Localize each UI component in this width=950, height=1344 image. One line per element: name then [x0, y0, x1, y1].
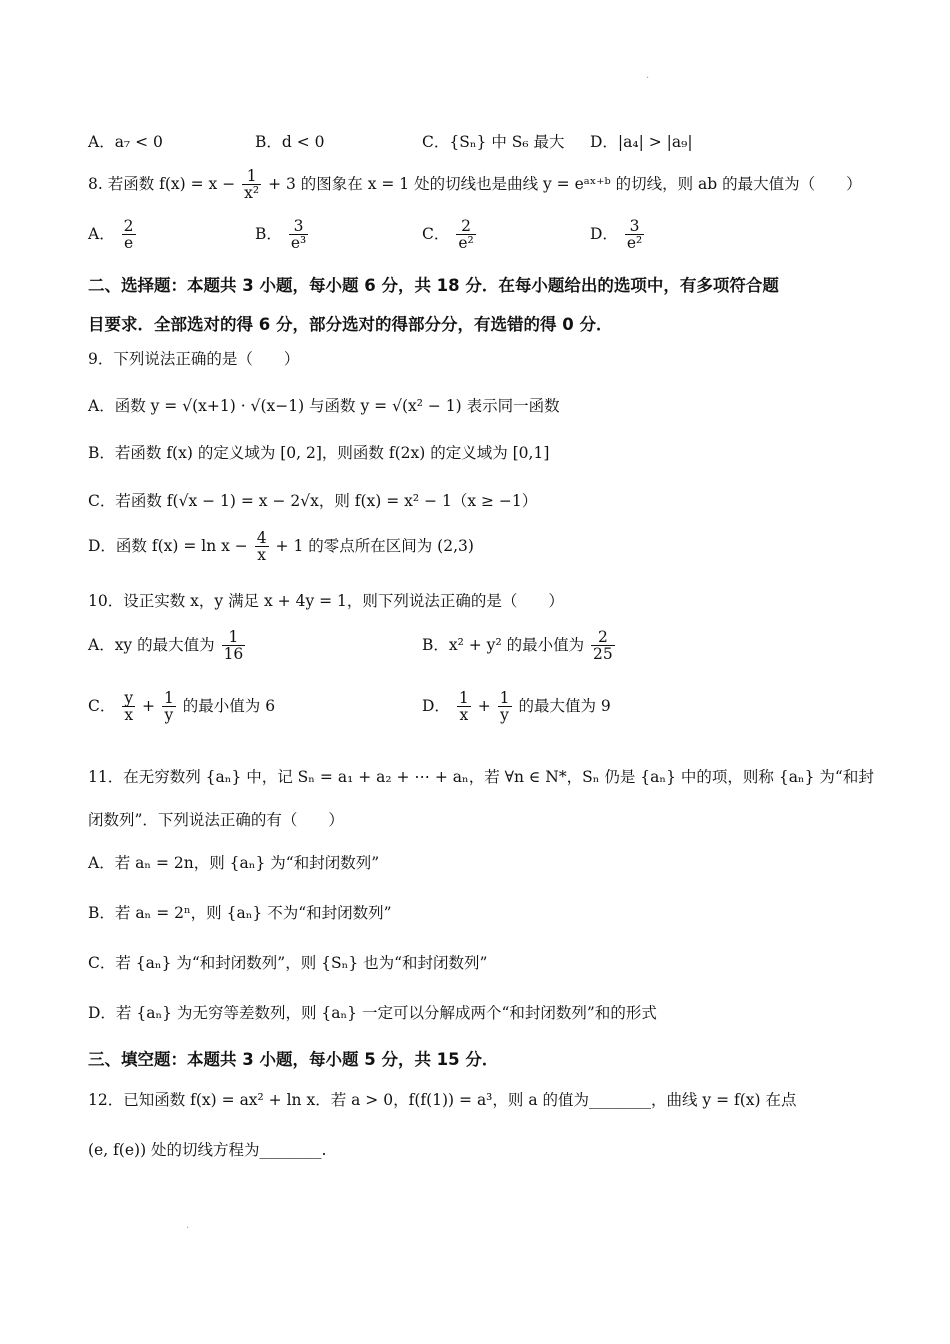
q8-stem-fraction	[242, 168, 261, 202]
q7-option-b: B．d < 0	[255, 133, 325, 151]
q10-option-b-den: 25	[593, 645, 613, 664]
q7-option-d: D．|a₄| > |a₉|	[590, 133, 693, 151]
q12-stem-line1: 12．已知函数 f(x) = ax² + ln x．若 a > 0，f(f(1)) = a³，则 a 的值为________，曲线 y = f(x) 在点	[88, 1091, 797, 1109]
q9-option-c: C．若函数 f(√x − 1) = x − 2√x，则 f(x) = x² − 1（x ≥ −1）	[88, 492, 538, 510]
q11-stem-line1: 11．在无穷数列 {aₙ} 中，记 Sₙ = a₁ + a₂ + ⋯ + aₙ，若 ∀n ∈ N*，Sₙ 仍是 {aₙ} 中的项，则称 {aₙ} 为“和封	[88, 768, 874, 786]
q8-option-c-num: 2	[456, 218, 475, 235]
q9-option-a: A．函数 y = √(x+1) · √(x−1) 与函数 y = √(x² − 1) 表示同一函数	[88, 397, 560, 415]
q8-option-b-num: 3	[289, 218, 308, 235]
q10-option-c-post: 的最小值为 6	[182, 696, 276, 715]
q8-option-d-label: D．	[590, 224, 618, 243]
q10-stem: 10．设正实数 x，y 满足 x + 4y = 1，则下列说法正确的是（ ）	[88, 592, 564, 610]
q8-option-a	[88, 218, 138, 252]
q10-option-a	[88, 629, 247, 663]
q10-option-c-num1: y	[124, 689, 134, 707]
q7-option-a: A．a₇ < 0	[88, 133, 163, 151]
q10-option-c-plus: +	[142, 696, 156, 715]
q10-option-a-pre: A．xy 的最大值为	[88, 635, 215, 654]
q10-option-d-plus: +	[477, 696, 491, 715]
q10-option-c-den2: y	[164, 706, 174, 725]
q9-option-d-post: + 1 的零点所在区间为 (2,3)	[275, 536, 474, 555]
q8-stem-post: + 3 的图象在 x = 1 处的切线也是曲线 y = eᵃˣ⁺ᵇ 的切线，则 ab 的最大值为（ ）	[268, 174, 862, 193]
q10-option-d-num1: 1	[458, 689, 469, 707]
q10-option-a-num: 1	[222, 629, 246, 646]
q8-option-d-num: 3	[625, 218, 644, 235]
q10-option-d	[422, 690, 611, 724]
q10-option-c-num2: 1	[163, 689, 174, 707]
q8-option-d-den: e²	[626, 234, 643, 253]
q11-option-b: B．若 aₙ = 2ⁿ，则 {aₙ} 不为“和封闭数列”	[88, 904, 392, 922]
q11-option-a: A．若 aₙ = 2n，则 {aₙ} 为“和封闭数列”	[88, 854, 380, 872]
q8-option-c-label: C．	[422, 224, 450, 243]
q8-frac-num: 1	[242, 168, 261, 185]
q8-option-a-label: A．	[88, 224, 115, 243]
section2-heading-line2: 目要求．全部选对的得 6 分，部分选对的得部分分，有选错的得 0 分．	[88, 315, 613, 334]
q8-option-a-den: e	[123, 234, 134, 253]
q10-option-d-den1: x	[459, 706, 469, 725]
q9-option-d-num: 4	[256, 529, 267, 547]
q10-option-d-num2: 1	[499, 689, 510, 707]
q8-frac-den: x²	[244, 184, 260, 203]
q9-option-d-pre: D．函数 f(x) = ln x −	[88, 536, 248, 555]
q10-option-c-pre: C．	[88, 696, 116, 715]
q9-stem: 9．下列说法正确的是（ ）	[88, 350, 300, 368]
q10-option-b-num: 2	[591, 629, 615, 646]
q10-option-b-pre: B．x² + y² 的最小值为	[422, 635, 585, 654]
q10-option-d-den2: y	[500, 706, 509, 725]
q9-option-d	[88, 530, 890, 564]
q10-option-b	[422, 629, 617, 663]
q11-option-c: C．若 {aₙ} 为“和封闭数列”，则 {Sₙ} 也为“和封闭数列”	[88, 954, 488, 972]
q10-option-c	[88, 690, 275, 724]
q8-stem-pre: 8. 若函数 f(x) = x −	[88, 174, 236, 193]
corner-mark-top: .	[646, 70, 650, 81]
q10-option-c-den1: x	[124, 706, 134, 725]
q10-option-d-post: 的最大值为 9	[518, 696, 611, 715]
q8-stem	[88, 168, 890, 202]
q11-option-d: D．若 {aₙ} 为无穷等差数列，则 {aₙ} 一定可以分解成两个“和封闭数列”和的形式	[88, 1004, 657, 1022]
q8-option-d	[590, 218, 646, 252]
q8-option-b-den: e³	[290, 234, 307, 253]
q11-stem-line2: 闭数列”．下列说法正确的有（ ）	[88, 811, 344, 829]
q10-option-d-pre: D．	[422, 696, 450, 715]
q9-option-b: B．若函数 f(x) 的定义域为 [0, 2]，则函数 f(2x) 的定义域为 [0,1]	[88, 444, 550, 462]
section3-heading: 三、填空题：本题共 3 小题，每小题 5 分，共 15 分．	[88, 1050, 499, 1069]
corner-mark-bottom: .	[186, 1220, 190, 1231]
q7-option-c: C．{Sₙ} 中 S₆ 最大	[422, 133, 565, 151]
q8-option-c	[422, 218, 478, 252]
section2-heading-line1: 二、选择题：本题共 3 小题，每小题 6 分，共 18 分．在每小题给出的选项中，有多项符合题	[88, 276, 779, 295]
q10-option-a-den: 16	[223, 645, 244, 664]
q9-option-d-den: x	[257, 546, 267, 565]
q8-option-a-num: 2	[123, 217, 134, 235]
q8-option-b-label: B．	[255, 224, 282, 243]
q12-stem-line2: (e, f(e)) 处的切线方程为________.	[88, 1141, 327, 1159]
q8-option-b	[255, 218, 310, 252]
q8-option-c-den: e²	[458, 234, 474, 253]
